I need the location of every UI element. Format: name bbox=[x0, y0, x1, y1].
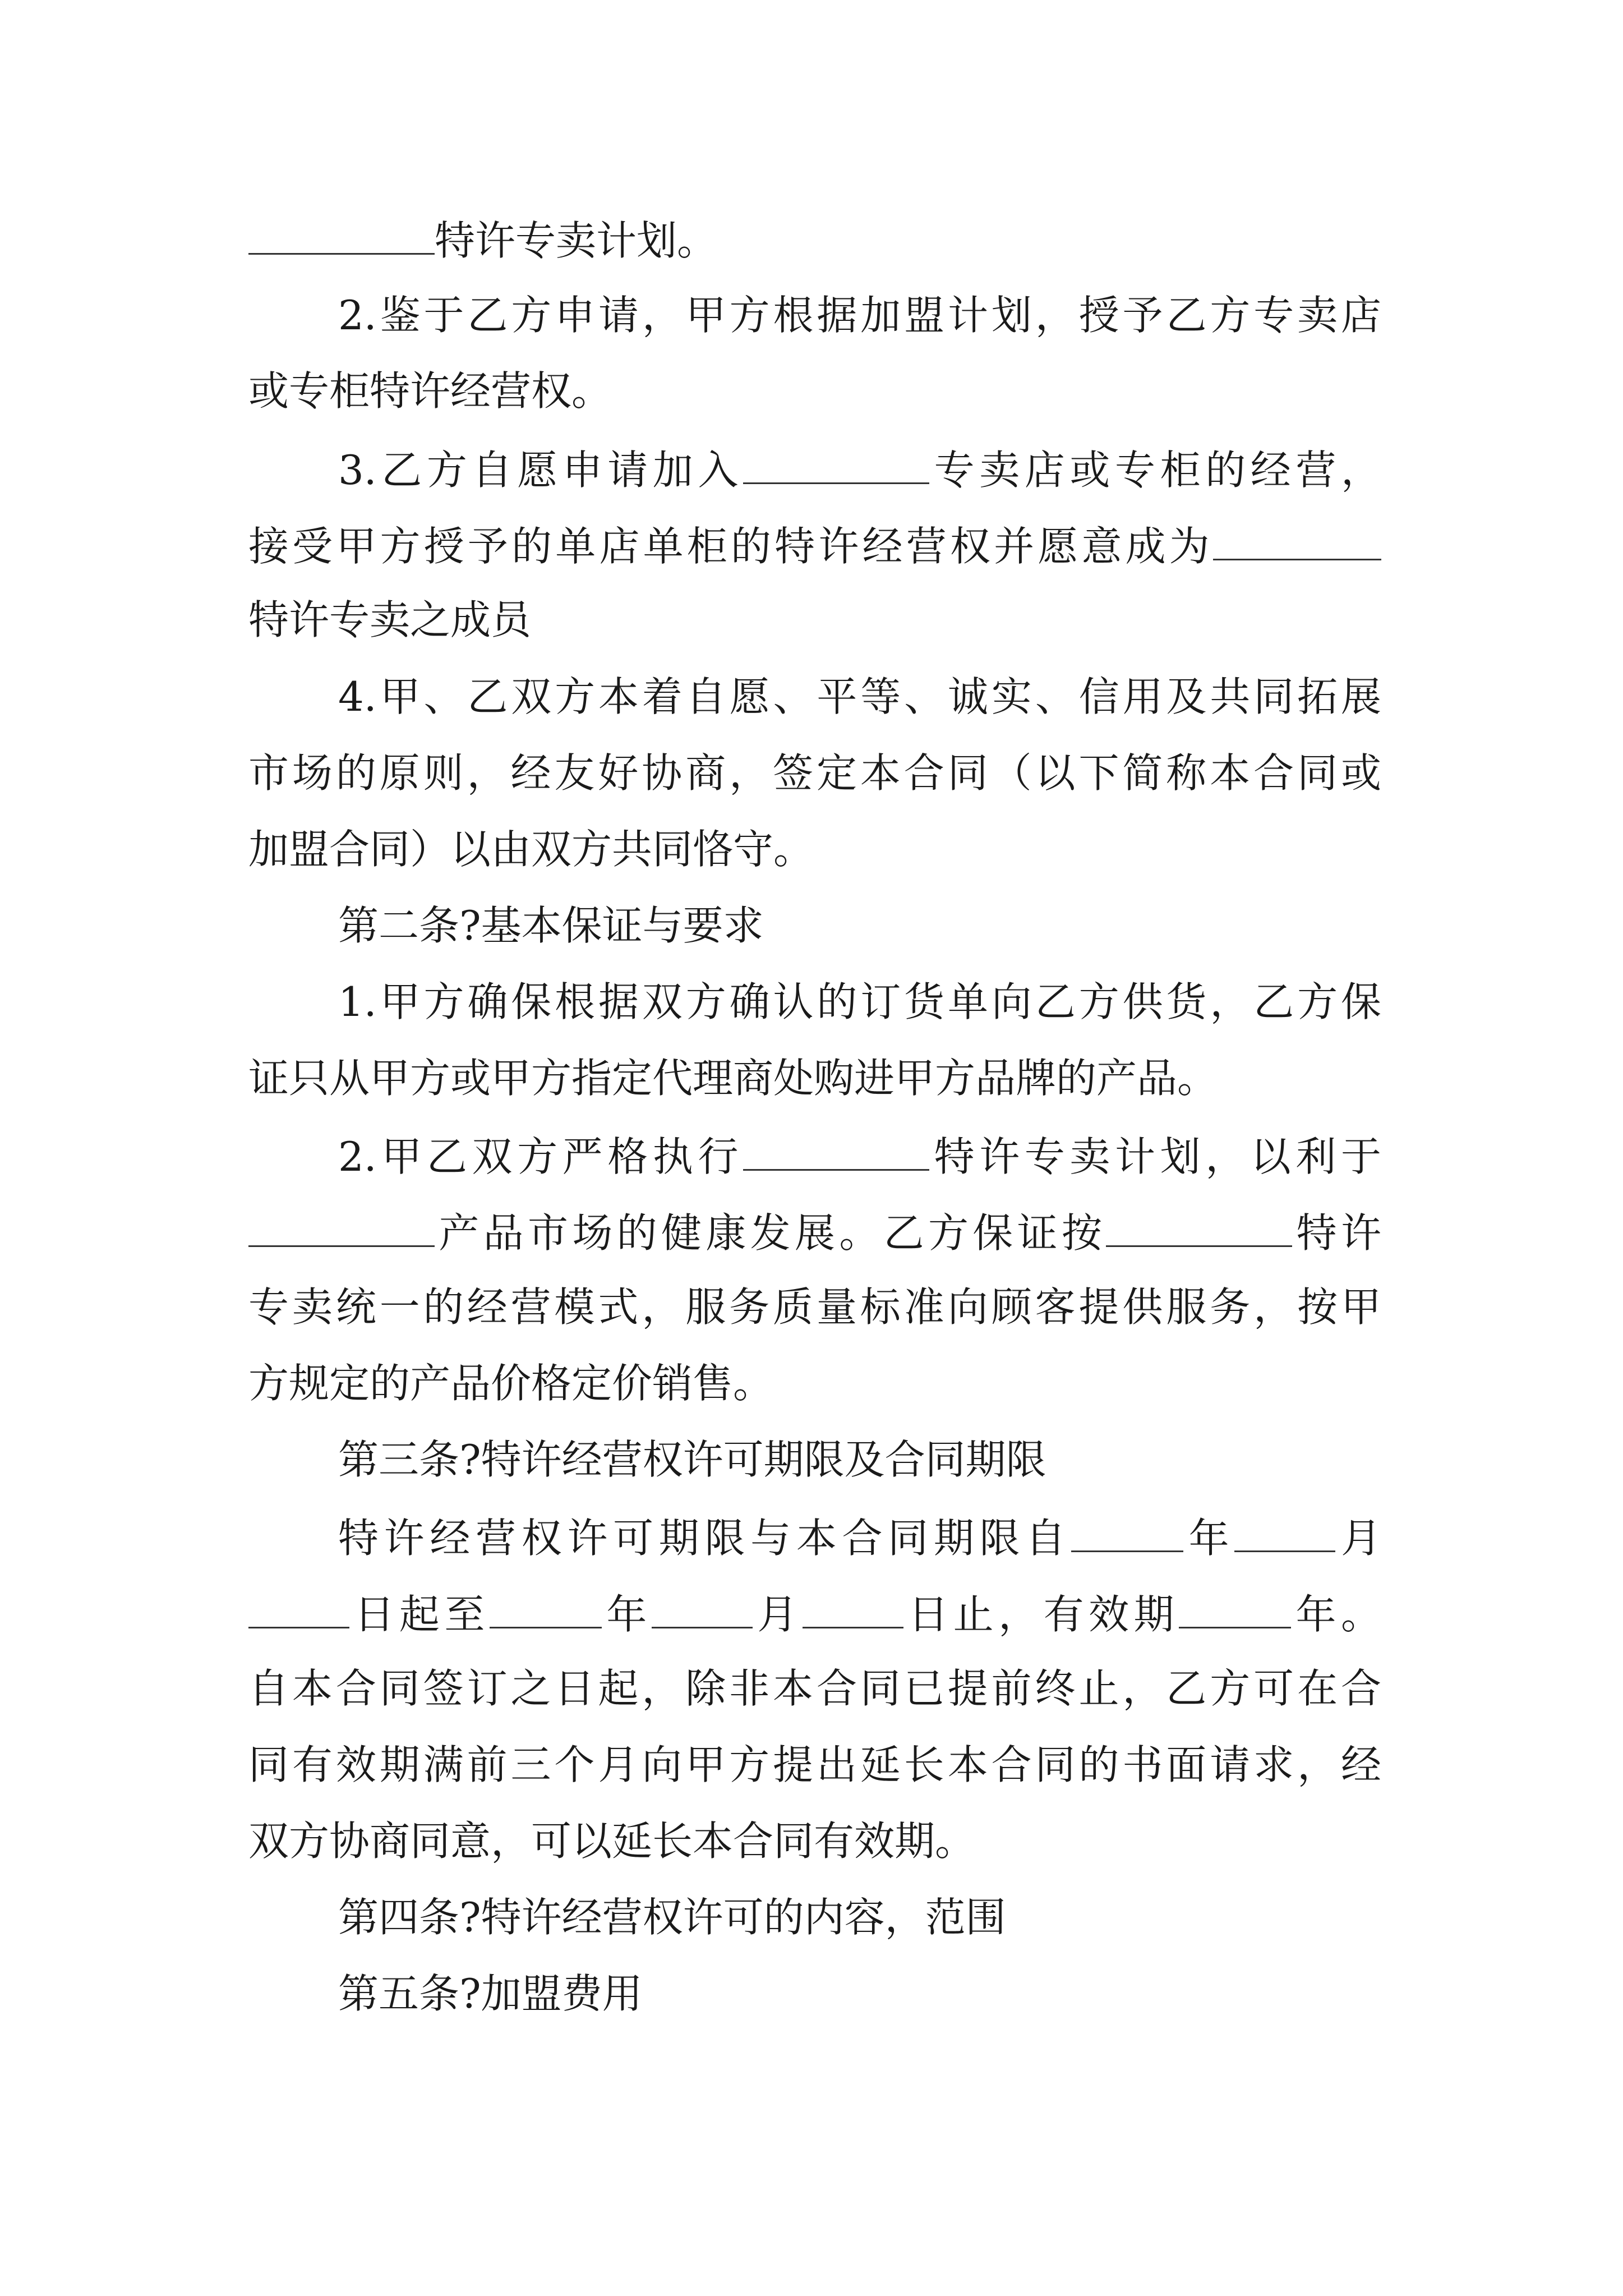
text-span: 特许专卖计划，以利于 bbox=[929, 1133, 1381, 1180]
text-span: 2.甲乙双方严格执行 bbox=[338, 1133, 744, 1180]
fill-blank bbox=[1071, 1508, 1183, 1552]
text-line: 双方协商同意，可以延长本合同有效期。 bbox=[248, 1818, 976, 1865]
text-span: 产品市场的健康发展。乙方保证按 bbox=[435, 1209, 1106, 1257]
text-span: 专卖店或专柜的经营， bbox=[929, 447, 1381, 494]
text-line: 方规定的产品价格定价销售。 bbox=[248, 1360, 774, 1407]
fill-blank bbox=[803, 1584, 903, 1628]
text-line bbox=[338, 440, 1381, 496]
text-line bbox=[248, 210, 1381, 266]
text-line: 自本合同签订之日起，除非本合同已提前终止，乙方可在合 bbox=[248, 1665, 1381, 1712]
text-span: 月 bbox=[752, 1591, 803, 1638]
text-line: 1.甲方确保根据双方确认的订货单向乙方供货，乙方保 bbox=[338, 978, 1381, 1025]
section-heading: 第五条?加盟费用 bbox=[338, 1970, 643, 2017]
text-line: 特许专卖之成员 bbox=[248, 596, 532, 643]
fill-blank bbox=[743, 1126, 929, 1171]
text-span: 年 bbox=[1183, 1515, 1235, 1562]
fill-blank bbox=[652, 1584, 753, 1628]
text-span: 日起至 bbox=[349, 1591, 490, 1638]
text-line: 加盟合同）以由双方共同恪守。 bbox=[248, 826, 814, 873]
fill-blank bbox=[248, 1203, 435, 1247]
text-line bbox=[248, 1203, 1381, 1259]
text-span: 日止，有效期 bbox=[903, 1591, 1179, 1638]
fill-blank bbox=[743, 440, 929, 484]
fill-blank bbox=[1213, 516, 1381, 560]
fill-blank bbox=[1179, 1584, 1291, 1628]
fill-blank bbox=[490, 1584, 602, 1628]
fill-blank bbox=[248, 1584, 349, 1628]
text-span: 月 bbox=[1335, 1515, 1381, 1562]
fill-blank bbox=[248, 210, 435, 255]
section-heading: 第四条?特许经营权许可的内容，范围 bbox=[338, 1894, 1006, 1941]
fill-blank bbox=[1234, 1508, 1335, 1552]
text-line bbox=[248, 1584, 1381, 1640]
text-line: 或专柜特许经营权。 bbox=[248, 367, 612, 415]
text-span: 年 bbox=[601, 1591, 652, 1638]
section-heading: 第三条?特许经营权许可期限及合同期限 bbox=[338, 1436, 1046, 1483]
text-span: 特许 bbox=[1292, 1209, 1381, 1257]
text-line: 证只从甲方或甲方指定代理商处购进甲方品牌的产品。 bbox=[248, 1055, 1218, 1102]
text-line: 同有效期满前三个月向甲方提出延长本合同的书面请求，经 bbox=[248, 1741, 1381, 1788]
fill-blank bbox=[1106, 1203, 1292, 1247]
text-line: 4.甲、乙双方本着自愿、平等、诚实、信用及共同拓展 bbox=[338, 673, 1381, 720]
text-span: 特许专卖计划。 bbox=[435, 217, 718, 264]
text-line: 专卖统一的经营模式，服务质量标准向顾客提供服务，按甲 bbox=[248, 1283, 1381, 1331]
text-line: 市场的原则，经友好协商，签定本合同（以下简称本合同或 bbox=[248, 749, 1381, 797]
text-line bbox=[338, 1126, 1381, 1182]
text-span: 特许经营权许可期限与本合同期限自 bbox=[338, 1515, 1071, 1562]
section-heading: 第二条?基本保证与要求 bbox=[338, 902, 764, 949]
text-line bbox=[248, 516, 1381, 572]
text-span: 年。 bbox=[1291, 1591, 1381, 1638]
text-span: 接受甲方授予的单店单柜的特许经营权并愿意成为 bbox=[248, 523, 1213, 570]
text-span: 3.乙方自愿申请加入 bbox=[338, 447, 744, 494]
text-line bbox=[338, 1508, 1381, 1564]
text-line: 2.鉴于乙方申请，甲方根据加盟计划，授予乙方专卖店 bbox=[338, 292, 1381, 339]
